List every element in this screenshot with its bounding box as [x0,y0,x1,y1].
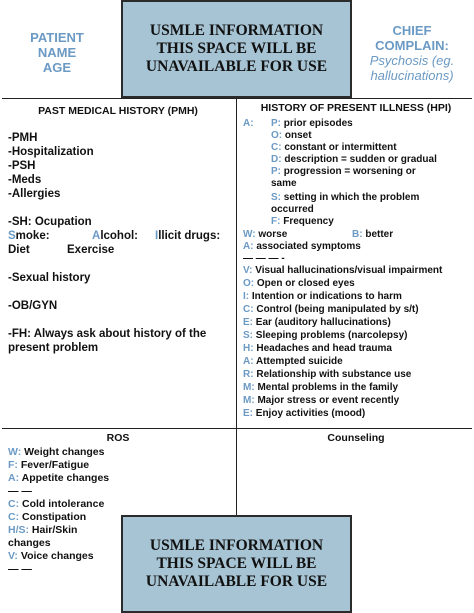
item-text: same [271,178,297,189]
item-text: Hair/Skin [31,524,78,536]
illicit-letter: I [155,230,159,242]
item-letter: M: [243,382,255,393]
alcohol-field [92,229,138,243]
item-letter: O: [271,130,283,141]
item-text: Enjoy activities (mood) [255,408,366,419]
chief-label: CHIEF [392,23,432,38]
usmle-box-bottom [121,515,352,613]
item-letter: V: [8,550,18,562]
item-text: Sleeping problems (narcolepsy) [255,330,408,341]
family-history-line-2: present problem [8,342,99,354]
item-letter: M: [243,395,255,406]
hpi-better [352,229,393,241]
pmh-item: -Meds [8,174,42,186]
hpi-opqrst-item [271,204,314,216]
item-text: Frequency [283,216,334,227]
hpi-mnemonic-item [243,382,398,394]
item-text: Weight changes [24,446,105,458]
hpi-mnemonic-item [243,330,408,342]
ros-item [8,511,86,524]
ros-item [8,524,77,537]
usmle-line-3: UNAVAILABLE FOR USE [145,573,328,590]
diet-label: Diet [8,244,30,256]
ros-item [8,550,94,563]
item-letter: O: [243,278,255,289]
ros-item [8,563,32,576]
ros-header: ROS [106,432,130,444]
horizontal-divider-middle [2,428,472,429]
item-text: — — [8,563,32,575]
item-text: — — [8,485,32,497]
ros-item [8,446,104,459]
ros-item [8,537,51,550]
horizontal-divider-top [2,98,472,99]
hpi-mnemonic-item [243,317,391,329]
hpi-opqrst-item [271,192,419,204]
item-letter: A: [243,356,254,367]
hpi-associated [243,241,361,253]
assoc-letter: A: [243,241,254,252]
item-letter: F: [271,216,281,227]
worse-letter: W: [243,229,256,240]
hpi-opqrst-item [271,166,416,178]
pmh-item: -PMH [8,132,38,144]
ros-item [8,459,89,472]
exercise-label: Exercise [67,244,115,256]
patient-info [14,30,100,75]
ros-item [8,485,32,498]
item-text: Voice changes [20,550,94,562]
item-text: Mental problems in the family [257,382,399,393]
complain-label: COMPLAIN: [375,38,449,53]
item-text: Major stress or event recently [257,395,400,406]
alcohol-letter: A [92,230,101,242]
ros-item [8,498,104,511]
ros-item [8,472,109,485]
usmle-line-1: USMLE INFORMATION [149,22,324,39]
hpi-opqrst-item [271,130,312,142]
item-text: progression = worsening or [283,166,416,177]
item-letter: H/S: [8,524,29,536]
hpi-dashes: — — — - [243,253,285,264]
hpi-a-letter: A: [243,118,254,129]
usmle-line-2: THIS SPACE WILL BE [156,555,317,572]
item-text: Headaches and head trauma [256,343,392,354]
item-text: Constipation [22,511,87,523]
item-text: Intention or indications to harm [251,291,402,302]
item-text: Appetite changes [21,472,110,484]
item-text: prior episodes [283,118,353,129]
item-letter: C: [8,511,20,523]
hpi-mnemonic-item [243,395,399,407]
item-text: setting in which the problem [283,192,420,203]
hpi-header: HISTORY OF PRESENT ILLNESS (HPI) [260,102,452,114]
usmle-line-3: UNAVAILABLE FOR USE [145,58,328,75]
hpi-mnemonic-item [243,304,419,316]
item-letter: E: [243,408,253,419]
usmle-box-top [121,0,352,98]
item-letter: I: [243,291,250,302]
item-letter: E: [243,317,253,328]
item-text: description = sudden or gradual [284,154,437,165]
pmh-item: -Hospitalization [8,146,94,158]
item-text: Ear (auditory hallucinations) [255,317,391,328]
hpi-opqrst-item [271,178,297,190]
item-text: Fever/Fatigue [20,459,90,471]
hpi-opqrst-item [271,216,334,228]
hpi-mnemonic-item [243,369,411,381]
item-letter: S: [243,330,253,341]
worse-text: worse [258,229,288,240]
item-letter: P: [271,166,281,177]
item-letter: D: [271,154,282,165]
item-text: changes [8,537,51,549]
item-text: occurred [271,204,314,215]
item-letter: C: [8,498,20,510]
item-letter: C: [243,304,254,315]
item-text: Visual hallucinations/visual impairment [255,265,443,276]
item-letter: P: [271,118,281,129]
age-label: AGE [42,60,72,75]
item-letter: R: [243,369,254,380]
social-history: -SH: Ocupation [8,216,92,228]
item-text: Control (being manipulated by s/t) [256,304,419,315]
ob-gyn: -OB/GYN [8,300,58,312]
sexual-history: -Sexual history [8,272,91,284]
pmh-item: -PSH [8,160,36,172]
item-text: Cold intolerance [22,498,105,510]
hpi-opqrst-item [271,154,437,166]
pmh-item: -Allergies [8,188,61,200]
counseling-header: Counseling [327,432,385,444]
hpi-mnemonic-item [243,408,365,420]
hpi-worse [243,229,287,241]
patient-label: PATIENT [30,30,84,45]
hpi-opqrst-item [271,118,353,130]
item-letter: V: [243,265,253,276]
item-letter: S: [271,192,281,203]
smoke-letter: S [8,230,16,242]
smoke-field [8,229,50,243]
chief-complaint [352,23,472,83]
item-text: Open or closed eyes [256,278,355,289]
family-history-line-1: -FH: Always ask about history of the [8,328,207,340]
hpi-mnemonic-item [243,356,343,368]
item-letter: F: [8,459,18,471]
hpi-mnemonic-item [243,278,355,290]
better-text: better [365,229,394,240]
alcohol-label: lcohol: [100,230,139,242]
complaint-example-2: hallucinations) [370,68,454,83]
pmh-header: PAST MEDICAL HISTORY (PMH) [38,105,198,117]
item-text: constant or intermittent [284,142,397,153]
illicit-label: llicit drugs: [158,230,221,242]
item-text: Attempted suicide [255,356,343,367]
smoke-label: moke: [15,230,50,242]
center-divider [236,98,237,518]
usmle-line-2: THIS SPACE WILL BE [156,40,317,57]
item-text: onset [284,130,312,141]
hpi-opqrst-item [271,142,397,154]
complaint-example-1: Psychosis (eg. [369,53,455,68]
item-letter: C: [271,142,282,153]
item-letter: H: [243,343,254,354]
hpi-mnemonic-item [243,343,392,355]
item-text: Relationship with substance use [256,369,412,380]
illicit-field [155,229,220,243]
better-letter: B: [352,229,363,240]
assoc-text: associated symptoms [256,241,361,252]
usmle-line-1: USMLE INFORMATION [149,537,324,554]
item-letter: A: [8,472,20,484]
name-label: NAME [37,45,77,60]
hpi-mnemonic-item [243,291,402,303]
item-letter: W: [8,446,22,458]
hpi-mnemonic-item [243,265,442,277]
